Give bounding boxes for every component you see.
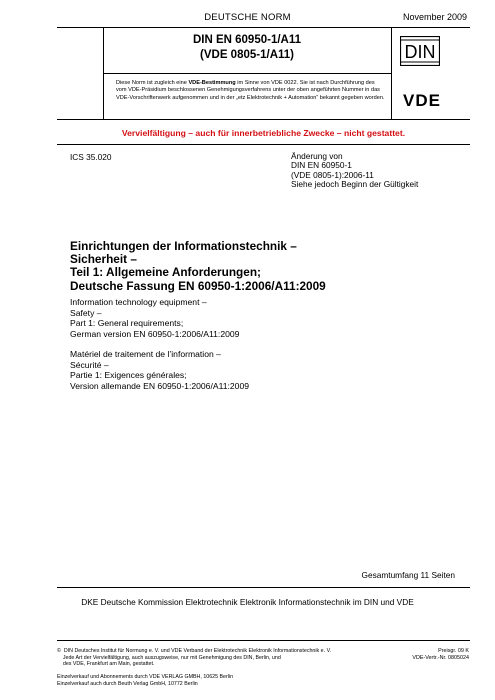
copyright-line: des VDE, Frankfurt am Main, gestattet. xyxy=(57,661,155,668)
footer-top-rule xyxy=(57,640,470,641)
english-title-line: German version EN 60950-1:2006/A11:2009 xyxy=(70,328,240,339)
title-block-bottom-rule xyxy=(57,119,470,120)
din-logo xyxy=(400,36,440,66)
english-title xyxy=(70,297,239,339)
french-title xyxy=(70,349,249,391)
ics-code: ICS 35.020 xyxy=(70,152,112,162)
svg-text:VDE: VDE xyxy=(403,91,441,110)
price-group: Preisgr. 09 K xyxy=(438,648,469,654)
copyright-line: Jede Art der Vervielfältigung, auch auszugsweise, nur mit Genehmigung des DIN, Berlin, und xyxy=(57,654,281,661)
french-title-line: Matériel de traitement de l’information – xyxy=(70,349,221,359)
copyright-notice xyxy=(57,648,331,668)
title-block-mid-rule xyxy=(103,73,391,74)
din-logo-graphic xyxy=(400,36,440,66)
vde-order-number: VDE-Vertr.-Nr. 0805024 xyxy=(412,654,469,661)
sales-line: Einzelverkauf auch durch Beuth Verlag GmbH, 10772 Berlin xyxy=(57,681,198,688)
sales-line: Einzelverkauf und Abonnements durch VDE VERLAG GMBH, 10625 Berlin xyxy=(57,674,234,680)
dke-line: DKE Deutsche Kommission Elektrotechnik Elektronik Informationstechnik im DIN und VDE xyxy=(81,597,414,607)
top-rule xyxy=(57,27,470,28)
copyright-line: © DIN Deutsches Institut für Normung e. V. und VDE Verband der Elektrotechnik Elektronik Informationstechnik e. V. xyxy=(57,648,332,654)
french-title-line: Partie 1: Exigences générales; xyxy=(70,370,187,381)
amendment-line: (VDE 0805-1):2006-11 xyxy=(291,169,374,180)
warning-bottom-rule xyxy=(57,144,470,145)
vde-notice-text-2: im Sinne von VDE 0022. Sie ist nach Durchführung des vom VDE-Präsidium beschlossenen Genehmigungsverfahrens unter der oben angeführten Nummer in das VDE-Vorschriftenwerk aufgenommen und in der „etz Elektrotechnik + Automation“ bekannt gegeben worden. xyxy=(116,80,385,101)
vde-notice xyxy=(116,80,386,102)
vde-number: (VDE 0805-1/A11) xyxy=(200,49,294,61)
german-title xyxy=(70,240,326,293)
standard-type: DEUTSCHE NORM xyxy=(204,12,291,23)
amendment-info xyxy=(291,152,418,190)
total-pages: Gesamtumfang 11 Seiten xyxy=(361,570,455,580)
svg-text:DIN: DIN xyxy=(404,42,436,62)
german-title-line: Deutsche Fassung EN 60950-1:2006/A11:2009 xyxy=(70,278,326,293)
vde-notice-text-1: Diese Norm ist zugleich eine xyxy=(116,80,189,86)
english-title-line: Information technology equipment – xyxy=(70,297,207,307)
sales-info xyxy=(57,674,233,689)
vde-logo-graphic xyxy=(396,90,448,110)
german-title-line: Sicherheit – xyxy=(70,252,137,267)
publication-date: November 2009 xyxy=(402,12,467,22)
french-title-line: Version allemande EN 60950-1:2006/A11:2009 xyxy=(70,380,250,391)
german-title-line: Teil 1: Allgemeine Anforderungen; xyxy=(70,265,261,280)
german-title-line: Einrichtungen der Informationstechnik – xyxy=(70,239,297,253)
dke-top-rule xyxy=(57,587,470,588)
order-info xyxy=(412,648,469,662)
french-title-line: Sécurité – xyxy=(70,359,109,370)
english-title-line: Part 1: General requirements; xyxy=(70,318,184,329)
amendment-line: Siehe jedoch Beginn der Gültigkeit xyxy=(291,179,419,190)
vde-notice-emphasis: VDE-Bestimmung xyxy=(188,80,236,86)
reproduction-warning: Vervielfältigung – auch für innerbetriebliche Zwecke – nicht gestattet. xyxy=(121,128,406,138)
standard-number: DIN EN 60950-1/A11 xyxy=(192,34,302,46)
english-title-line: Safety – xyxy=(70,307,102,318)
title-block-right-divider xyxy=(391,27,392,119)
vde-logo xyxy=(396,90,448,110)
amendment-line: Änderung von xyxy=(291,151,343,161)
amendment-line: DIN EN 60950-1 xyxy=(291,160,352,171)
